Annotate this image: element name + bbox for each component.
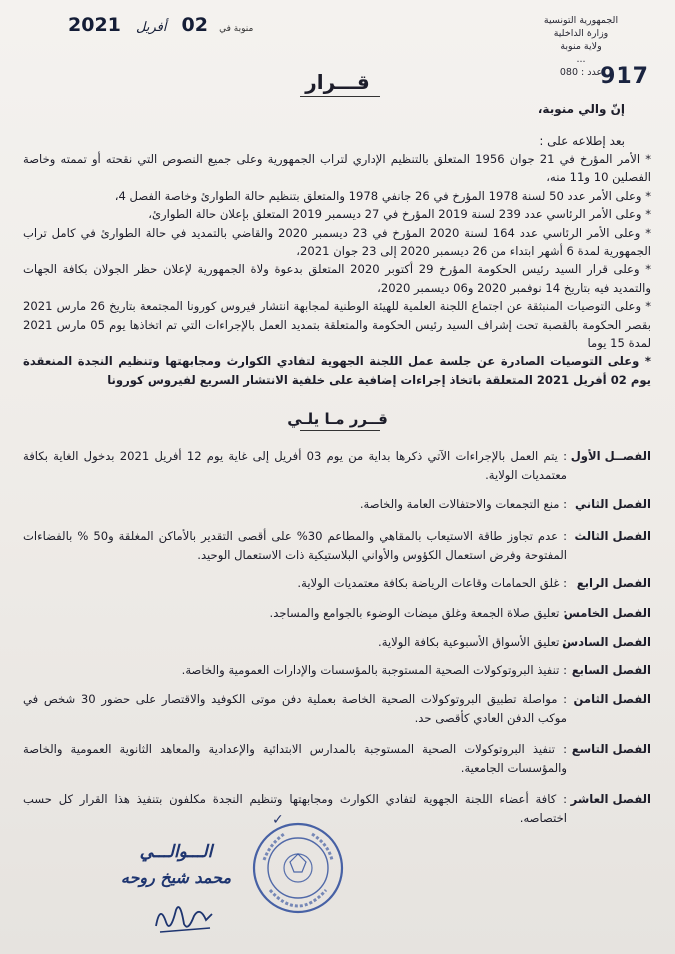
article-text: : تنفيذ البروتوكولات الصحية المستوجبة بالمدارس الابتدائية والإعدادية والمعاهد الثانوية العمومية والخاصة والمؤسسات الجامعية. bbox=[23, 742, 567, 775]
article-5 bbox=[23, 604, 651, 623]
article-6 bbox=[23, 633, 651, 652]
handwritten-mark: ✓ bbox=[272, 812, 284, 828]
header-line: وزارة الداخلية bbox=[553, 28, 609, 39]
article-3 bbox=[23, 527, 651, 565]
article-label: الفصل الرابع bbox=[576, 576, 651, 590]
decision-underline bbox=[300, 430, 380, 431]
date-month: أفريل bbox=[135, 20, 167, 35]
article-text: : منع التجمعات والاحتفالات العامة والخاصة. bbox=[359, 497, 567, 511]
article-7 bbox=[23, 661, 651, 680]
article-label: الفصل الثاني bbox=[575, 497, 651, 511]
title-underline bbox=[300, 96, 380, 97]
article-text: : تعليق الأسواق الأسبوعية بكافة الولاية. bbox=[378, 635, 567, 649]
article-text: : كافة أعضاء اللجنة الجهوية لتفادي الكوارث ومجابهتها وتنظيم النجدة مكلفون بتنفيذ هذا القرار كل حسب اختصاصه. bbox=[23, 792, 567, 825]
article-text: : مواصلة تطبيق البروتوكولات الصحية الخاصة بعملية دفن موتى الكوفيد والاقتصار على حضور 30 شخص في موكب الدفن العادي كأقصى حد. bbox=[23, 692, 567, 725]
article-text: : يتم العمل بالإجراءات الآتي ذكرها بداية من يوم 03 أفريل إلى غاية يوم 12 أفريل 2021 بدخول الغاية بكافة معتمديات الولاية. bbox=[23, 449, 567, 482]
article-9 bbox=[23, 740, 651, 778]
preamble-item: * وعلى الأمر عدد 50 لسنة 1978 المؤرخ في 26 جانفي 1978 والمتعلق بتنظيم حالة الطوارئ وخاصة الفصل 4، bbox=[114, 188, 651, 203]
article-label: الفصل العاشر bbox=[570, 792, 651, 806]
article-label: الفصل السابع bbox=[571, 663, 651, 677]
article-label: الفصل الثامن bbox=[573, 692, 651, 706]
header-line: عدد : 080 bbox=[559, 67, 603, 78]
signature-title: الـــوالـــي bbox=[139, 842, 213, 862]
header-line: ... bbox=[576, 54, 586, 65]
article-text: : تنفيذ البروتوكولات الصحية المستوجبة بالمؤسسات والإدارات العمومية والخاصة. bbox=[181, 663, 567, 677]
preamble-item: * وعلى الأمر الرئاسي عدد 239 لسنة 2019 المؤرخ في 27 ديسمبر 2019 المتعلق بإعلان حالة الطوارئ، bbox=[148, 207, 651, 222]
preamble-item-bold: * وعلى التوصيات الصادرة عن جلسة عمل اللجنة الجهوية لتفادي الكوارث ومجابهتها وتنظيم النجدة المنعقدة يوم 02 أفريل 2021 المتعلقة باتخاذ إجراءات إضافية على خلفية الانتشار السريع لفيروس كورونا bbox=[23, 354, 651, 387]
date-year: 2021 bbox=[68, 14, 121, 36]
article-label: الفصل التاسع bbox=[571, 742, 651, 756]
preamble-item: * وعلى التوصيات المنبثقة عن اجتماع اللجنة العلمية للهيئة الوطنية لمجابهة انتشار فيروس كورونا المجتمعة بتاريخ 26 مارس 2021 بقصر الحكومة بالقصبة تحت إشراف السيد رئيس الحكومة والمتعلقة بتمديد العمل بالإجراءات التي تم اتخاذها يوم 05 مارس 2021 لمدة 15 يوما bbox=[23, 299, 651, 351]
date-label: منوبة في bbox=[219, 24, 254, 34]
article-8 bbox=[23, 690, 651, 728]
greeting: إنّ والي منوبة، bbox=[537, 102, 625, 116]
article-label: الفصل الخامس bbox=[563, 606, 651, 620]
date-row bbox=[58, 14, 253, 36]
signature-block bbox=[96, 842, 256, 887]
article-text: : عدم تجاوز طاقة الاستيعاب بالمقاهي والمطاعم 30% على أقصى التقدير بالأماكن المغلقة و50 % بالفضاءات المفتوحة وفرض استعمال الكؤوس والأواني البلاستيكية ذات الاستعمال الوحيد. bbox=[23, 529, 567, 562]
header-line: الجمهورية التونسية bbox=[543, 15, 619, 26]
article-label: الفصــل الأول bbox=[570, 449, 651, 463]
header-line: ولاية منوبة bbox=[560, 41, 602, 52]
signature-scribble-icon bbox=[150, 896, 220, 938]
article-2 bbox=[23, 495, 651, 514]
document-title: قـــرار bbox=[305, 70, 370, 94]
preamble-item: * الأمر المؤرخ في 21 جوان 1956 المتعلق بالتنظيم الإداري لتراب الجمهورية وعلى جميع النصوص التي نقحته أو تممته وخاصة الفصلين 10 و11 منه، bbox=[23, 152, 651, 185]
reference-number: 917 bbox=[600, 64, 649, 89]
preamble bbox=[23, 150, 651, 389]
article-text: : تعليق صلاة الجمعة وغلق ميضات الوضوء بالجوامع والمساجد. bbox=[269, 606, 567, 620]
preamble-item: * وعلى قرار السيد رئيس الحكومة المؤرخ 29 أكتوبر 2020 المتعلق بدعوة ولاة الجمهورية لإعلان حظر الجولان بكافة الجهات والتمديد فيه بتاريخ 14 نوفمبر 2020 و06 ديسمبر 2020، bbox=[23, 262, 651, 295]
article-text: : غلق الحمامات وقاعات الرياضة بكافة معتمديات الولاية. bbox=[297, 576, 567, 590]
preamble-item: * وعلى الأمر الرئاسي عدد 164 لسنة 2020 المؤرخ في 23 ديسمبر 2020 والقاضي بالتمديد في حالة الطوارئ في كامل تراب الجمهورية لمدة 6 أشهر ابتداء من 26 ديسمبر 2020 إلى 23 جوان 2021، bbox=[23, 225, 651, 259]
article-label: الفصل السادس bbox=[562, 635, 651, 649]
after-review: بعد إطلاعه على : bbox=[539, 134, 625, 148]
article-label: الفصل الثالث bbox=[574, 529, 651, 543]
official-stamp-icon bbox=[250, 820, 346, 916]
article-1 bbox=[23, 447, 651, 485]
article-4 bbox=[23, 574, 651, 593]
date-day: 02 bbox=[181, 14, 208, 36]
decision-heading: قــرر مـا يلـي bbox=[287, 410, 388, 428]
signature-name: محمد شيخ روحه bbox=[120, 868, 232, 887]
